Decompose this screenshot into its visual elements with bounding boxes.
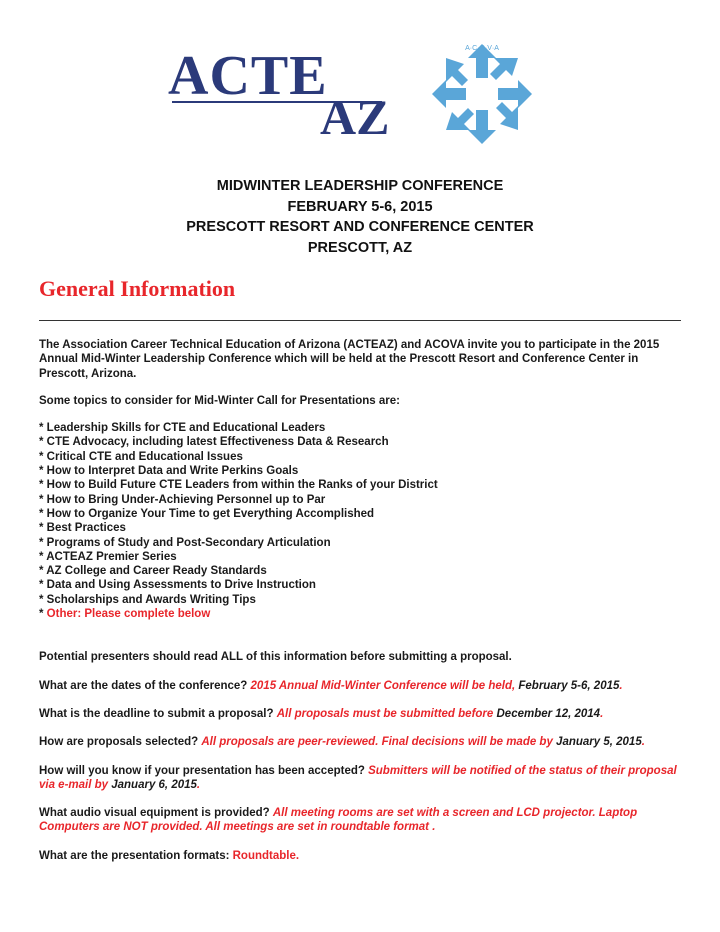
topic-item: * How to Interpret Data and Write Perkins Goals (39, 465, 299, 478)
faq-acceptance (39, 764, 684, 793)
topic-item: * How to Bring Under-Achieving Personnel up to Par (39, 493, 326, 506)
document-body (39, 338, 684, 863)
topic-item: * AZ College and Career Ready Standards (39, 565, 267, 578)
topic-other-bullet: * (39, 608, 47, 621)
faq-formats-answer: Roundtable. (232, 849, 300, 862)
faq-dates-answer-date: February 5-6, 2015 (518, 679, 620, 692)
acova-ring-text-top: A·C·O·V·A (465, 45, 499, 52)
faq-deadline-question: What is the deadline to submit a proposal? (39, 707, 277, 720)
topic-item: * Leadership Skills for CTE and Educational Leaders (39, 422, 326, 435)
topic-other-text: Other: Please complete below (46, 608, 211, 621)
header-line-city: PRESCOTT, AZ (307, 239, 413, 256)
topics-list (39, 421, 684, 621)
topic-item: * Best Practices (39, 522, 126, 535)
faq-acceptance-end: . (196, 778, 201, 791)
faq-formats-question: What are the presentation formats: (39, 849, 233, 862)
faq-av-question: What audio visual equipment is provided? (39, 807, 273, 820)
topic-item-other (39, 607, 684, 621)
faq-deadline-end: . (600, 707, 604, 720)
topic-item: * Programs of Study and Post-Secondary Articulation (39, 536, 331, 549)
acova-logo (426, 38, 538, 150)
faq-selection (39, 735, 684, 749)
topic-item: * ACTEAZ Premier Series (39, 550, 177, 563)
faq-dates (39, 679, 684, 693)
header-line-title: MIDWINTER LEADERSHIP CONFERENCE (216, 178, 504, 194)
acteaz-logo-az: AZ (320, 89, 390, 136)
acteaz-logo (168, 36, 393, 136)
logo-row (0, 18, 720, 138)
conference-header (0, 176, 720, 258)
faq-selection-end: . (641, 736, 645, 749)
faq-deadline-date: December 12, 2014 (496, 707, 601, 720)
faq-dates-answer-end: . (619, 679, 623, 692)
intro-paragraph: The Association Career Technical Education of Arizona (ACTEAZ) and ACOVA invite you to participate in the 2015 Annual Mid-Winter Leadership Conference which will be held at the Prescott Resort and Conference Center in Prescott, Arizona. (39, 339, 660, 380)
faq-dates-question: What are the dates of the conference? (39, 679, 251, 692)
notice-paragraph: Potential presenters should read ALL of this information before submitting a proposal. (39, 651, 512, 664)
faq-deadline (39, 707, 684, 721)
faq-acceptance-answer: Submitters will be notified of the status of their proposal via e-mail by (39, 764, 677, 791)
acteaz-logo-acte: ACTE (168, 45, 328, 107)
faq-formats (39, 849, 684, 863)
header-line-venue: PRESCOTT RESORT AND CONFERENCE CENTER (186, 219, 534, 235)
topic-item: * Critical CTE and Educational Issues (39, 450, 243, 463)
topic-item: * How to Build Future CTE Leaders from within the Ranks of your District (39, 479, 438, 492)
faq-acceptance-date: January 6, 2015 (111, 778, 197, 791)
faq-acceptance-question: How will you know if your presentation has been accepted? (39, 764, 369, 777)
faq-selection-question: How are proposals selected? (39, 736, 202, 749)
topic-item: * Scholarships and Awards Writing Tips (39, 593, 256, 606)
faq-av (39, 806, 684, 835)
section-title: General Information (39, 276, 236, 301)
topics-heading: Some topics to consider for Mid-Winter Call for Presentations are: (39, 394, 400, 407)
divider (39, 320, 681, 321)
topic-item: * Data and Using Assessments to Drive Instruction (39, 579, 316, 592)
faq-selection-answer: All proposals are peer-reviewed. Final decisions will be made by (201, 736, 557, 749)
faq-deadline-answer: All proposals must be submitted before (276, 707, 497, 720)
topic-item: * How to Organize Your Time to get Everything Accomplished (39, 507, 375, 520)
faq-dates-answer-event: 2015 Annual Mid-Winter Conference (250, 679, 447, 692)
topic-item: * CTE Advocacy, including latest Effectiveness Data & Research (39, 436, 389, 449)
faq-dates-answer-mid: will be held, (446, 679, 519, 692)
faq-av-answer: All meeting rooms are set with a screen and LCD projector. Laptop Computers are NOT provided. All meetings are set in roundtable format . (39, 807, 638, 834)
header-line-dates: FEBRUARY 5-6, 2015 (287, 198, 433, 215)
faq-selection-date: January 5, 2015 (556, 736, 642, 749)
